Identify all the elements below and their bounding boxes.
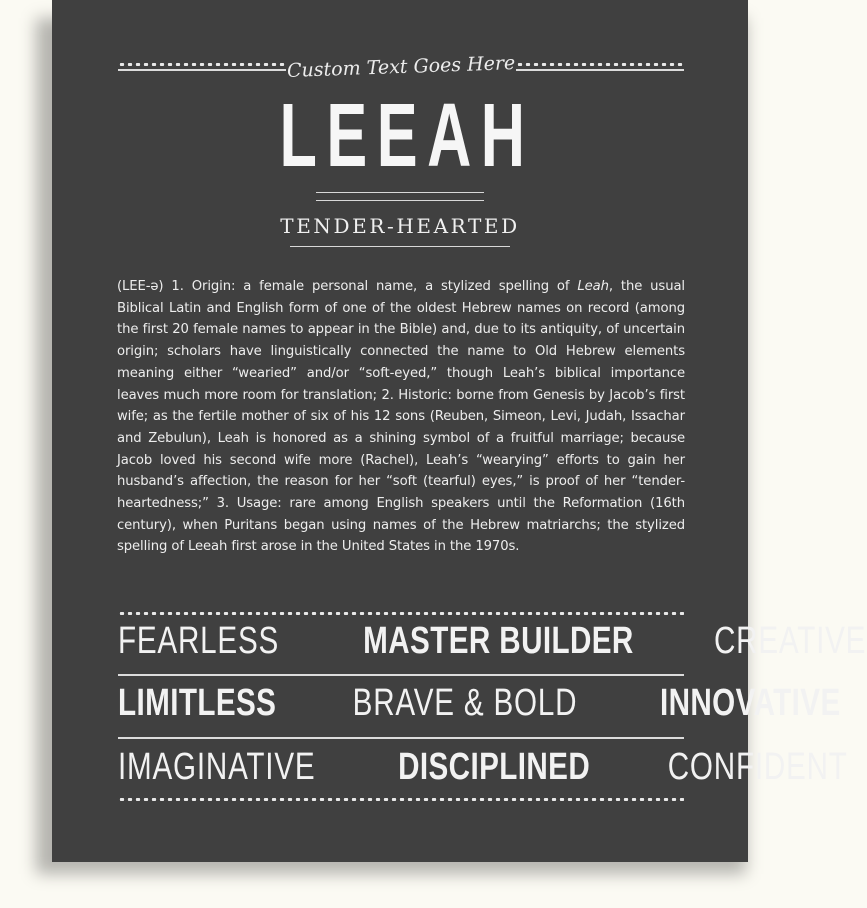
trait-word: MASTER BUILDER bbox=[362, 620, 634, 662]
name-meaning: TENDER-HEARTED bbox=[280, 214, 520, 238]
traits-divider-1 bbox=[118, 674, 684, 676]
trait-word: BRAVE & BOLD bbox=[352, 682, 578, 724]
right-dotted-rule bbox=[516, 63, 684, 71]
trait-word: IMAGINATIVE bbox=[118, 746, 316, 788]
traits-row-2 bbox=[118, 682, 841, 730]
traits-row-1 bbox=[118, 620, 867, 668]
definition-text-start: (LEE-ə) 1. Origin: a female personal name, a stylized spelling of bbox=[117, 279, 578, 294]
trait-word: CREATIVE bbox=[714, 620, 867, 662]
trait-word: CONFIDENT bbox=[668, 746, 848, 788]
traits-row-3 bbox=[118, 746, 848, 794]
poster-name: LEEAH bbox=[279, 86, 535, 186]
definition-italic-word: Leah bbox=[577, 279, 609, 294]
trait-word: DISCIPLINED bbox=[398, 746, 591, 788]
trait-word: LIMITLESS bbox=[118, 682, 277, 724]
trait-word: INNOVATIVE bbox=[659, 682, 841, 724]
left-dotted-rule bbox=[118, 63, 286, 71]
trait-word: FEARLESS bbox=[118, 620, 280, 662]
name-meaning-poster bbox=[52, 0, 867, 862]
meaning-underline-rule bbox=[290, 246, 510, 251]
traits-bottom-dotted-rule bbox=[118, 798, 684, 801]
name-underline-rule bbox=[316, 192, 484, 201]
custom-text: Custom Text Goes Here bbox=[286, 52, 516, 82]
name-definition bbox=[117, 276, 685, 558]
custom-text-row bbox=[118, 50, 684, 84]
traits-divider-2 bbox=[118, 737, 684, 739]
traits-top-dotted-rule bbox=[118, 612, 684, 615]
definition-text-rest: , the usual Biblical Latin and English form of one of the oldest Hebrew names on record (among the first 20 female names to appear in the Bible) and, due to its antiquity, of uncertain origin; scholars have linguistically connected the name to Old Hebrew elements meaning either “wearied” and/or “soft-eyed,” though Leah’s biblical importance leaves much more room for translation; 2. Historic: borne from Genesis by Jacob’s first wife; as the fertile mother of six of his 12 sons (Reuben, Simeon, Levi, Judah, Issachar and Zebulun), Leah is honored as a shining symbol of a fruitful marriage; because Jacob loved his second wife more (Rachel), Leah’s “wearying” efforts to gain her husband’s affection, the reason for her “soft (tearful) eyes,” is proof of her “tender-heartedness;” 3. Usage: rare among English speakers until the Reformation (16th century), when Puritans began using names of the Hebrew matriarchs; the stylized spelling of Leeah first arose in the United States in the 1970s. bbox=[117, 279, 685, 555]
